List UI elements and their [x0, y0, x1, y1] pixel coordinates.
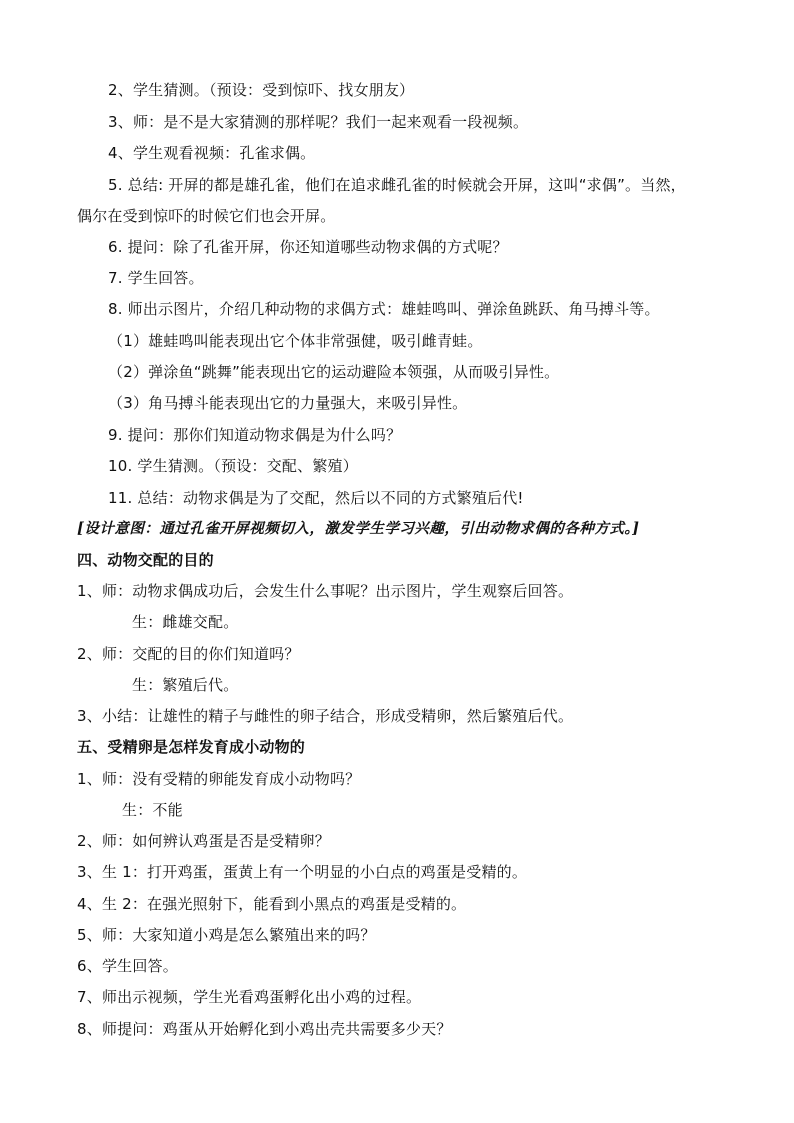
section-heading: 四、动物交配的目的: [77, 551, 214, 569]
text-line: 3、小结：让雄性的精子与雌性的卵子结合，形成受精卵，然后繁殖后代。: [77, 707, 574, 725]
section-heading: 五、受精卵是怎样发育成小动物的: [77, 738, 306, 756]
text-line: 2、师：如何辨认鸡蛋是否是受精卵？: [77, 832, 330, 850]
text-line: 8. 师出示图片，介绍几种动物的求偶方式：雄蛙鸣叫、弹涂鱼跳跃、角马搏斗等。: [108, 300, 660, 318]
text-line: 生：不能: [122, 801, 183, 819]
text-line: 5、师：大家知道小鸡是怎么繁殖出来的吗？: [77, 926, 376, 944]
design-intent-note: [设计意图：通过孔雀开屏视频切入，激发学生学习兴趣，引出动物求偶的各种方式。]: [77, 520, 640, 537]
text-line: 3、师：是不是大家猜测的那样呢？我们一起来观看一段视频。: [108, 113, 529, 131]
text-line: 6. 提问：除了孔雀开屏，你还知道哪些动物求偶的方式呢？: [108, 238, 508, 256]
text-line: 5. 总结: 开屏的都是雄孔雀，他们在追求雌孔雀的时候就会开屏，这叫“求偶”。当然，: [108, 176, 686, 194]
text-line: 1、师：动物求偶成功后，会发生什么事呢？出示图片，学生观察后回答。: [77, 582, 574, 600]
text-line: 6、学生回答。: [77, 957, 178, 975]
text-line: 偶尔在受到惊吓的时候它们也会开屏。: [77, 207, 336, 225]
text-line: 7. 学生回答。: [108, 269, 204, 287]
text-line: 9. 提问：那你们知道动物求偶是为什么吗？: [108, 426, 402, 444]
text-line: （1）雄蛙鸣叫能表现出它个体非常强健，吸引雌青蛙。: [108, 332, 483, 350]
text-line: （3）角马搏斗能表现出它的力量强大，来吸引异性。: [108, 394, 468, 412]
text-line: 11. 总结：动物求偶是为了交配，然后以不同的方式繁殖后代!: [108, 489, 524, 507]
text-line: 2、师：交配的目的你们知道吗？: [77, 645, 300, 663]
text-line: 8、师提问：鸡蛋从开始孵化到小鸡出壳共需要多少天？: [77, 1020, 452, 1038]
text-line: 生：繁殖后代。: [132, 676, 239, 694]
text-line: 10. 学生猜测。（预设：交配、繁殖）: [108, 457, 358, 475]
text-line: 7、师出示视频，学生光看鸡蛋孵化出小鸡的过程。: [77, 988, 422, 1006]
text-line: 2、学生猜测。（预设：受到惊吓、找女朋友）: [108, 81, 415, 99]
text-line: （2）弹涂鱼“跳舞”能表现出它的运动避险本领强，从而吸引异性。: [108, 363, 560, 381]
text-line: 4、学生观看视频：孔雀求偶。: [108, 144, 316, 162]
text-line: 4、生 2：在强光照射下，能看到小黑点的鸡蛋是受精的。: [77, 895, 467, 913]
text-line: 3、生 1：打开鸡蛋，蛋黄上有一个明显的小白点的鸡蛋是受精的。: [77, 863, 528, 881]
text-line: 1、师：没有受精的卵能发育成小动物吗？: [77, 770, 361, 788]
text-line: 生：雌雄交配。: [132, 613, 239, 631]
